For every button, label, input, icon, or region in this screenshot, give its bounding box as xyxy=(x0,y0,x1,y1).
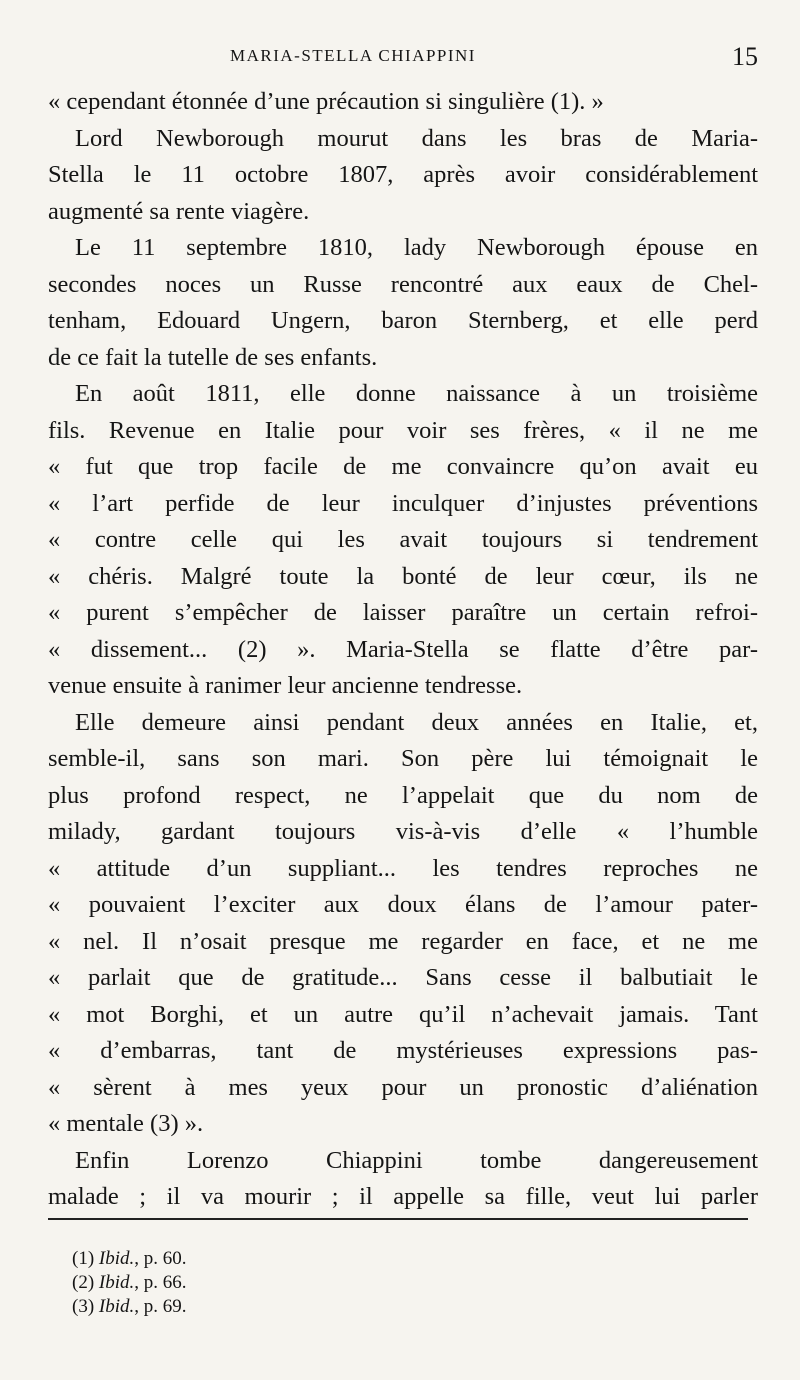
text-line: Le 11 septembre 1810, lady Newborough épouse en xyxy=(75,234,758,261)
footnote-source: Ibid. xyxy=(98,1272,135,1293)
footnote-marker: (1) xyxy=(72,1248,95,1269)
text-line: Enfin Lorenzo Chiappini tombe dangereusement xyxy=(75,1146,758,1174)
text-line: « attitude d’un suppliant... les tendres reproches ne xyxy=(48,854,758,882)
footnote-source: Ibid. xyxy=(98,1248,135,1269)
text-line: milady, gardant toujours vis-à-vis d’elle « l’humble xyxy=(48,818,758,845)
footnote xyxy=(72,1271,187,1295)
footnote-rule xyxy=(48,1218,748,1220)
footnote-page: , p. 60. xyxy=(134,1248,187,1269)
text-line: « mentale (3) ». xyxy=(48,1110,204,1137)
text-line: « dissement... (2) ». Maria-Stella se flatte d’être par- xyxy=(48,635,758,663)
text-line: « parlait que de gratitude... Sans cesse il balbutiait le xyxy=(48,964,758,991)
text-line: de ce fait la tutelle de ses enfants. xyxy=(48,343,378,371)
footnote-marker: (2) xyxy=(72,1272,95,1293)
text-line: malade ; il va mourir ; il appelle sa fille, veut lui parler xyxy=(48,1183,758,1210)
text-line: secondes noces un Russe rencontré aux eaux de Chel- xyxy=(48,270,758,298)
text-line: « sèrent à mes yeux pour un pronostic d’aliénation xyxy=(48,1073,758,1101)
page-number: 15 xyxy=(732,42,758,71)
text-line: venue ensuite à ranimer leur ancienne tendresse. xyxy=(48,672,523,699)
text-line: augmenté sa rente viagère. xyxy=(48,197,310,225)
footnote xyxy=(72,1295,187,1319)
footnote-source: Ibid. xyxy=(98,1296,135,1317)
text-line: « purent s’empêcher de laisser paraître un certain refroi- xyxy=(48,599,758,626)
text-line: Lord Newborough mourut dans les bras de Maria- xyxy=(75,124,758,152)
footnote xyxy=(72,1247,187,1271)
body-text xyxy=(48,84,758,1216)
footnote-page: , p. 69. xyxy=(134,1296,187,1317)
text-line: Elle demeure ainsi pendant deux années en Italie, et, xyxy=(75,708,758,736)
page-header xyxy=(0,40,800,80)
running-title: MARIA-STELLA CHIAPPINI xyxy=(230,46,476,65)
text-line: fils. Revenue en Italie pour voir ses frères, « il ne me xyxy=(48,416,758,444)
text-line: plus profond respect, ne l’appelait que du nom de xyxy=(48,781,758,809)
footnote-page: , p. 66. xyxy=(134,1272,187,1293)
text-line: « pouvaient l’exciter aux doux élans de l’amour pater- xyxy=(48,891,758,918)
text-line: « nel. Il n’osait presque me regarder en face, et ne me xyxy=(48,927,758,955)
text-line: semble-il, sans son mari. Son père lui témoignait le xyxy=(48,745,758,772)
text-line: En août 1811, elle donne naissance à un troisième xyxy=(75,380,758,407)
text-line: « chéris. Malgré toute la bonté de leur cœur, ils ne xyxy=(48,562,758,590)
footnotes xyxy=(72,1247,187,1319)
text-line: « mot Borghi, et un autre qu’il n’achevait jamais. Tant xyxy=(48,1000,758,1028)
footnote-marker: (3) xyxy=(72,1296,95,1317)
text-line: « l’art perfide de leur inculquer d’injustes préventions xyxy=(48,489,758,517)
text-line: « d’embarras, tant de mystérieuses expressions pas- xyxy=(48,1037,758,1064)
text-line: tenham, Edouard Ungern, baron Sternberg, et elle perd xyxy=(48,307,758,334)
text-line: Stella le 11 octobre 1807, après avoir considérablement xyxy=(48,161,758,188)
text-line: « fut que trop facile de me convaincre qu’on avait eu xyxy=(48,453,758,480)
text-line: « contre celle qui les avait toujours si tendrement xyxy=(48,526,758,553)
text-line: « cependant étonnée d’une précaution si singulière (1). » xyxy=(48,88,604,115)
